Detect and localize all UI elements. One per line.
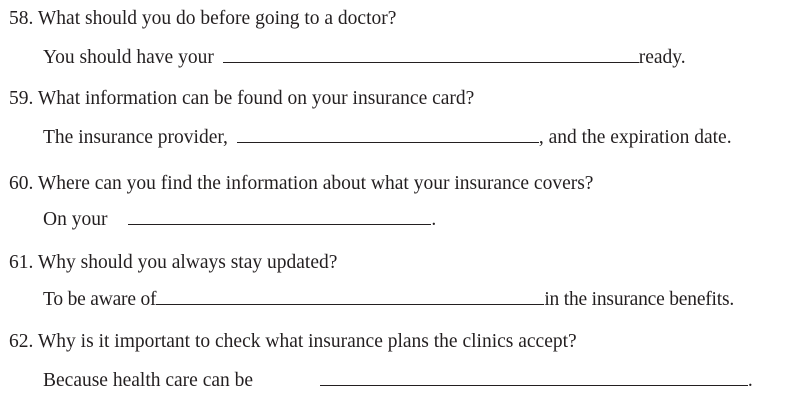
answer-suffix: . — [747, 370, 753, 391]
answer-58 — [43, 45, 686, 70]
answer-suffix: , and the expiration date. — [538, 127, 732, 148]
question-number: 61. — [9, 252, 34, 273]
answer-suffix: in the insurance benefits. — [544, 289, 735, 310]
question-text: Why is it important to check what insurance plans the clinics accept? — [37, 331, 577, 352]
answer-blank[interactable] — [223, 45, 639, 63]
question-number: 58. — [9, 8, 34, 29]
answer-prefix: Because health care can be — [43, 370, 254, 391]
question-text: What should you do before going to a doctor? — [37, 8, 397, 29]
question-number: 62. — [9, 331, 34, 352]
answer-blank[interactable] — [128, 207, 431, 225]
answer-suffix: . — [431, 209, 437, 230]
answer-prefix: On your — [43, 209, 108, 230]
answer-suffix: ready. — [638, 47, 686, 68]
question-number: 60. — [9, 173, 34, 194]
question-text: Why should you always stay updated? — [37, 252, 338, 273]
question-text: Where can you find the information about what your insurance covers? — [37, 173, 594, 194]
question-62 — [9, 330, 577, 354]
question-58 — [9, 7, 396, 31]
answer-61 — [43, 287, 734, 312]
question-60 — [9, 172, 593, 196]
answer-prefix: The insurance provider, — [43, 127, 228, 148]
answer-59 — [43, 125, 732, 150]
question-text: What information can be found on your insurance card? — [37, 88, 475, 109]
question-number: 59. — [9, 88, 34, 109]
question-59 — [9, 87, 474, 111]
answer-blank[interactable] — [237, 125, 539, 143]
answer-60 — [43, 207, 436, 232]
question-61 — [9, 251, 337, 275]
answer-62 — [43, 368, 753, 393]
answer-prefix: To be aware of — [43, 289, 157, 310]
answer-blank[interactable] — [320, 368, 748, 386]
answer-blank[interactable] — [156, 287, 544, 305]
answer-prefix: You should have your — [43, 47, 214, 68]
